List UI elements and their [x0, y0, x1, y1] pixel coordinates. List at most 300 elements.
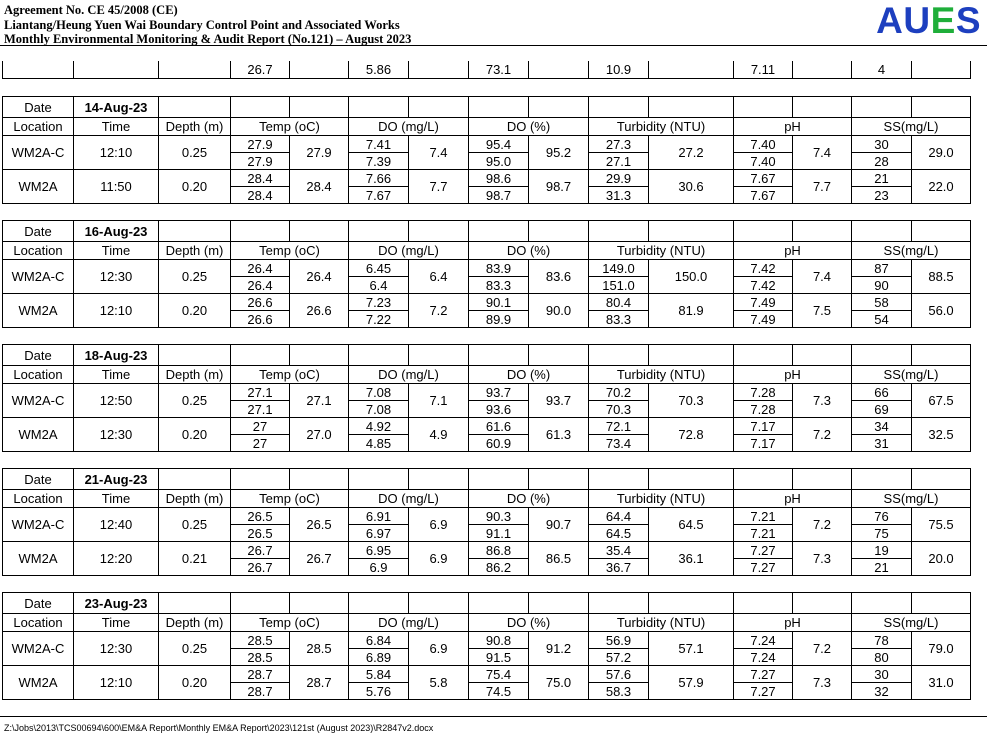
- ss-average: 29.0: [912, 136, 971, 170]
- turb-reading-2: 31.3: [589, 187, 649, 204]
- empty-cell: [231, 345, 290, 366]
- do-average: 6.9: [409, 542, 469, 576]
- ph-reading-1: 7.40: [734, 136, 793, 153]
- empty-cell: [159, 221, 231, 242]
- ss-reading-1: 66: [852, 384, 912, 401]
- empty-cell: [159, 469, 231, 490]
- time-header: Time: [74, 366, 159, 384]
- do-average: 7.2: [409, 294, 469, 328]
- ss-reading-2: 80: [852, 649, 912, 666]
- location-cell: WM2A: [3, 170, 74, 204]
- ph-average: 7.2: [793, 418, 852, 452]
- turb-reading-1: 56.9: [589, 632, 649, 649]
- temp-reading-1: 26.4: [231, 260, 290, 277]
- ph-reading-1: 7.49: [734, 294, 793, 311]
- empty-cell: [793, 469, 852, 490]
- empty-cell: [349, 97, 409, 118]
- ss-average: 75.5: [912, 508, 971, 542]
- empty-cell: [649, 593, 734, 614]
- ss-average: 56.0: [912, 294, 971, 328]
- ss-average: 88.5: [912, 260, 971, 294]
- turb-reading-1: 27.3: [589, 136, 649, 153]
- do-reading-2: 4.85: [349, 435, 409, 452]
- monitoring-table-18-Aug-23: [2, 344, 971, 452]
- ss-header: SS(mg/L): [852, 118, 971, 136]
- ph-reading-2: 7.40: [734, 153, 793, 170]
- empty-cell: [529, 221, 589, 242]
- time-header: Time: [74, 118, 159, 136]
- time-cell: 12:30: [74, 260, 159, 294]
- monitoring-table-14-Aug-23: [2, 96, 971, 204]
- dop-average: 90.7: [529, 508, 589, 542]
- empty-cell: [852, 221, 912, 242]
- ph-reading-2: 7.24: [734, 649, 793, 666]
- monitoring-table-23-Aug-23: [2, 592, 971, 700]
- dop-reading-2: 74.5: [469, 683, 529, 700]
- turb-reading-1: 149.0: [589, 260, 649, 277]
- temp-reading-2: 28.4: [231, 187, 290, 204]
- ss-reading-1: 78: [852, 632, 912, 649]
- empty-cell: [409, 97, 469, 118]
- depth-cell: 0.20: [159, 666, 231, 700]
- empty-cell: [793, 97, 852, 118]
- empty-cell: [469, 469, 529, 490]
- empty-cell: [734, 221, 793, 242]
- ph-reading-1: 7.27: [734, 542, 793, 559]
- empty-cell: [649, 97, 734, 118]
- aues-logo: [876, 2, 981, 40]
- continued-cell: 73.1: [469, 61, 529, 79]
- empty-cell: [290, 221, 349, 242]
- empty-cell: [409, 469, 469, 490]
- dop-average: 61.3: [529, 418, 589, 452]
- do-reading-1: 7.23: [349, 294, 409, 311]
- empty-cell: [231, 469, 290, 490]
- empty-cell: [349, 593, 409, 614]
- empty-cell: [589, 469, 649, 490]
- ss-average: 32.5: [912, 418, 971, 452]
- ph-header: pH: [734, 242, 852, 260]
- turb-reading-1: 72.1: [589, 418, 649, 435]
- dop-reading-2: 93.6: [469, 401, 529, 418]
- dop-average: 91.2: [529, 632, 589, 666]
- temp-average: 26.6: [290, 294, 349, 328]
- empty-cell: [290, 345, 349, 366]
- ss-reading-2: 28: [852, 153, 912, 170]
- ph-reading-1: 7.21: [734, 508, 793, 525]
- do-reading-2: 6.9: [349, 559, 409, 576]
- do-reading-2: 7.39: [349, 153, 409, 170]
- temp-header: Temp (oC): [231, 366, 349, 384]
- empty-cell: [409, 593, 469, 614]
- ss-reading-1: 19: [852, 542, 912, 559]
- empty-cell: [529, 593, 589, 614]
- empty-cell: [589, 221, 649, 242]
- ss-reading-2: 90: [852, 277, 912, 294]
- empty-cell: [589, 345, 649, 366]
- empty-cell: [912, 221, 971, 242]
- depth-cell: 0.20: [159, 294, 231, 328]
- do-average: 7.4: [409, 136, 469, 170]
- ss-reading-1: 30: [852, 136, 912, 153]
- empty-cell: [469, 593, 529, 614]
- continued-cell: [793, 61, 852, 79]
- dop-average: 90.0: [529, 294, 589, 328]
- temp-average: 28.7: [290, 666, 349, 700]
- turb-average: 36.1: [649, 542, 734, 576]
- turb-average: 27.2: [649, 136, 734, 170]
- time-cell: 12:20: [74, 542, 159, 576]
- do-reading-2: 5.76: [349, 683, 409, 700]
- time-cell: 12:40: [74, 508, 159, 542]
- dop-reading-1: 86.8: [469, 542, 529, 559]
- temp-reading-2: 28.5: [231, 649, 290, 666]
- empty-cell: [290, 469, 349, 490]
- time-cell: 12:10: [74, 666, 159, 700]
- empty-cell: [852, 469, 912, 490]
- ph-reading-2: 7.27: [734, 683, 793, 700]
- dop-reading-2: 91.5: [469, 649, 529, 666]
- ss-header: SS(mg/L): [852, 242, 971, 260]
- ph-reading-2: 7.17: [734, 435, 793, 452]
- dop-average: 86.5: [529, 542, 589, 576]
- empty-cell: [793, 345, 852, 366]
- depth-header: Depth (m): [159, 366, 231, 384]
- empty-cell: [231, 221, 290, 242]
- empty-cell: [734, 97, 793, 118]
- empty-cell: [231, 97, 290, 118]
- empty-cell: [793, 593, 852, 614]
- ss-header: SS(mg/L): [852, 614, 971, 632]
- time-cell: 12:10: [74, 136, 159, 170]
- ss-reading-1: 30: [852, 666, 912, 683]
- continued-cell: [3, 61, 74, 79]
- do-pct-header: DO (%): [469, 242, 589, 260]
- turb-average: 150.0: [649, 260, 734, 294]
- ss-average: 67.5: [912, 384, 971, 418]
- do-reading-2: 7.22: [349, 311, 409, 328]
- temp-reading-1: 28.4: [231, 170, 290, 187]
- dop-average: 75.0: [529, 666, 589, 700]
- empty-cell: [290, 97, 349, 118]
- do-reading-1: 4.92: [349, 418, 409, 435]
- dop-reading-2: 83.3: [469, 277, 529, 294]
- continued-cell: [159, 61, 231, 79]
- turb-reading-1: 57.6: [589, 666, 649, 683]
- empty-cell: [159, 97, 231, 118]
- dop-reading-2: 98.7: [469, 187, 529, 204]
- empty-cell: [912, 469, 971, 490]
- turb-average: 57.1: [649, 632, 734, 666]
- empty-cell: [469, 345, 529, 366]
- turb-reading-2: 73.4: [589, 435, 649, 452]
- time-cell: 12:50: [74, 384, 159, 418]
- temp-header: Temp (oC): [231, 242, 349, 260]
- turb-average: 57.9: [649, 666, 734, 700]
- ph-average: 7.2: [793, 632, 852, 666]
- ph-reading-2: 7.67: [734, 187, 793, 204]
- do-reading-2: 6.97: [349, 525, 409, 542]
- ss-reading-2: 21: [852, 559, 912, 576]
- ss-reading-1: 21: [852, 170, 912, 187]
- do-average: 6.4: [409, 260, 469, 294]
- depth-header: Depth (m): [159, 242, 231, 260]
- temp-average: 27.9: [290, 136, 349, 170]
- temp-reading-2: 27.9: [231, 153, 290, 170]
- turb-average: 64.5: [649, 508, 734, 542]
- temp-average: 28.4: [290, 170, 349, 204]
- date-value: 18-Aug-23: [74, 345, 159, 366]
- turbidity-header: Turbidity (NTU): [589, 366, 734, 384]
- monitoring-table-21-Aug-23: [2, 468, 971, 576]
- ph-average: 7.7: [793, 170, 852, 204]
- ph-average: 7.5: [793, 294, 852, 328]
- continued-cell: 26.7: [231, 61, 290, 79]
- do-mgl-header: DO (mg/L): [349, 614, 469, 632]
- empty-cell: [734, 593, 793, 614]
- do-average: 6.9: [409, 632, 469, 666]
- turbidity-header: Turbidity (NTU): [589, 118, 734, 136]
- ss-reading-2: 69: [852, 401, 912, 418]
- empty-cell: [852, 345, 912, 366]
- do-reading-1: 7.08: [349, 384, 409, 401]
- ss-header: SS(mg/L): [852, 366, 971, 384]
- ss-average: 22.0: [912, 170, 971, 204]
- ss-reading-2: 54: [852, 311, 912, 328]
- empty-cell: [231, 593, 290, 614]
- ph-header: pH: [734, 614, 852, 632]
- empty-cell: [469, 97, 529, 118]
- temp-average: 26.4: [290, 260, 349, 294]
- temp-header: Temp (oC): [231, 118, 349, 136]
- continued-cell: 7.11: [734, 61, 793, 79]
- report-header: [4, 3, 411, 47]
- temp-average: 26.7: [290, 542, 349, 576]
- ph-reading-2: 7.49: [734, 311, 793, 328]
- turb-reading-1: 29.9: [589, 170, 649, 187]
- ph-reading-2: 7.27: [734, 559, 793, 576]
- turb-average: 72.8: [649, 418, 734, 452]
- do-mgl-header: DO (mg/L): [349, 490, 469, 508]
- dop-reading-1: 75.4: [469, 666, 529, 683]
- ss-average: 31.0: [912, 666, 971, 700]
- dop-reading-1: 98.6: [469, 170, 529, 187]
- ss-reading-2: 23: [852, 187, 912, 204]
- ph-average: 7.2: [793, 508, 852, 542]
- temp-average: 26.5: [290, 508, 349, 542]
- empty-cell: [912, 97, 971, 118]
- location-header: Location: [3, 366, 74, 384]
- temp-reading-2: 27: [231, 435, 290, 452]
- turb-reading-2: 70.3: [589, 401, 649, 418]
- ss-header: SS(mg/L): [852, 490, 971, 508]
- location-header: Location: [3, 614, 74, 632]
- do-reading-1: 7.41: [349, 136, 409, 153]
- header-rule: [0, 45, 987, 46]
- turb-reading-2: 151.0: [589, 277, 649, 294]
- dop-reading-1: 95.4: [469, 136, 529, 153]
- depth-cell: 0.25: [159, 384, 231, 418]
- date-label: Date: [3, 345, 74, 366]
- date-label: Date: [3, 593, 74, 614]
- continued-cell: [290, 61, 349, 79]
- ph-header: pH: [734, 366, 852, 384]
- depth-header: Depth (m): [159, 490, 231, 508]
- dop-reading-2: 91.1: [469, 525, 529, 542]
- turbidity-header: Turbidity (NTU): [589, 242, 734, 260]
- empty-cell: [529, 469, 589, 490]
- temp-reading-2: 26.6: [231, 311, 290, 328]
- ph-average: 7.3: [793, 542, 852, 576]
- do-mgl-header: DO (mg/L): [349, 242, 469, 260]
- depth-cell: 0.25: [159, 632, 231, 666]
- empty-cell: [912, 593, 971, 614]
- ss-reading-1: 34: [852, 418, 912, 435]
- turb-reading-2: 83.3: [589, 311, 649, 328]
- depth-cell: 0.25: [159, 136, 231, 170]
- temp-reading-1: 28.7: [231, 666, 290, 683]
- time-cell: 12:30: [74, 418, 159, 452]
- ph-reading-1: 7.24: [734, 632, 793, 649]
- dop-reading-1: 61.6: [469, 418, 529, 435]
- location-cell: WM2A-C: [3, 136, 74, 170]
- empty-cell: [912, 345, 971, 366]
- depth-cell: 0.25: [159, 260, 231, 294]
- footer-rule: [0, 716, 987, 717]
- dop-reading-1: 90.8: [469, 632, 529, 649]
- do-mgl-header: DO (mg/L): [349, 366, 469, 384]
- continued-data-row: [2, 61, 971, 79]
- project-title: Liantang/Heung Yuen Wai Boundary Control Point and Associated Works: [4, 17, 400, 32]
- empty-cell: [852, 593, 912, 614]
- continued-cell: [912, 61, 971, 79]
- temp-reading-1: 27.1: [231, 384, 290, 401]
- temp-reading-2: 26.4: [231, 277, 290, 294]
- empty-cell: [159, 593, 231, 614]
- dop-reading-2: 60.9: [469, 435, 529, 452]
- turb-reading-2: 64.5: [589, 525, 649, 542]
- date-value: 14-Aug-23: [74, 97, 159, 118]
- temp-average: 27.1: [290, 384, 349, 418]
- depth-header: Depth (m): [159, 614, 231, 632]
- ph-reading-1: 7.17: [734, 418, 793, 435]
- empty-cell: [409, 345, 469, 366]
- depth-cell: 0.21: [159, 542, 231, 576]
- ss-average: 79.0: [912, 632, 971, 666]
- do-reading-1: 6.45: [349, 260, 409, 277]
- ph-reading-2: 7.21: [734, 525, 793, 542]
- temp-reading-2: 26.7: [231, 559, 290, 576]
- turb-reading-1: 80.4: [589, 294, 649, 311]
- do-mgl-header: DO (mg/L): [349, 118, 469, 136]
- do-reading-1: 6.84: [349, 632, 409, 649]
- location-header: Location: [3, 242, 74, 260]
- do-pct-header: DO (%): [469, 366, 589, 384]
- turb-average: 30.6: [649, 170, 734, 204]
- empty-cell: [349, 221, 409, 242]
- turb-reading-2: 27.1: [589, 153, 649, 170]
- ss-reading-1: 87: [852, 260, 912, 277]
- continued-cell: [529, 61, 589, 79]
- report-title: Monthly Environmental Monitoring & Audit Report (No.121) – August 2023: [4, 32, 412, 46]
- ss-average: 20.0: [912, 542, 971, 576]
- turb-average: 70.3: [649, 384, 734, 418]
- agreement-number: Agreement No. CE 45/2008 (CE): [4, 3, 178, 17]
- ph-average: 7.3: [793, 384, 852, 418]
- turb-reading-2: 36.7: [589, 559, 649, 576]
- do-reading-2: 6.89: [349, 649, 409, 666]
- do-pct-header: DO (%): [469, 118, 589, 136]
- location-header: Location: [3, 490, 74, 508]
- ph-reading-1: 7.28: [734, 384, 793, 401]
- temp-reading-2: 27.1: [231, 401, 290, 418]
- time-cell: 11:50: [74, 170, 159, 204]
- ph-reading-1: 7.67: [734, 170, 793, 187]
- do-reading-2: 7.08: [349, 401, 409, 418]
- file-path-footer: Z:\Jobs\2013\TCS00694\600\EM&A Report\Monthly EM&A Report\2023\121st (August 2023)\R2847v2.docx: [4, 723, 434, 733]
- turb-average: 81.9: [649, 294, 734, 328]
- do-average: 5.8: [409, 666, 469, 700]
- temp-reading-1: 26.5: [231, 508, 290, 525]
- dop-reading-1: 90.3: [469, 508, 529, 525]
- empty-cell: [290, 593, 349, 614]
- dop-average: 93.7: [529, 384, 589, 418]
- do-pct-header: DO (%): [469, 490, 589, 508]
- temp-reading-1: 26.6: [231, 294, 290, 311]
- location-cell: WM2A-C: [3, 508, 74, 542]
- turb-reading-1: 64.4: [589, 508, 649, 525]
- do-reading-1: 7.66: [349, 170, 409, 187]
- turb-reading-2: 57.2: [589, 649, 649, 666]
- empty-cell: [349, 469, 409, 490]
- dop-average: 83.6: [529, 260, 589, 294]
- dop-reading-2: 95.0: [469, 153, 529, 170]
- temp-header: Temp (oC): [231, 490, 349, 508]
- continued-cell: [649, 61, 734, 79]
- depth-cell: 0.25: [159, 508, 231, 542]
- empty-cell: [734, 469, 793, 490]
- empty-cell: [649, 221, 734, 242]
- temp-reading-1: 28.5: [231, 632, 290, 649]
- turb-reading-1: 35.4: [589, 542, 649, 559]
- ph-reading-2: 7.42: [734, 277, 793, 294]
- do-average: 7.1: [409, 384, 469, 418]
- ss-reading-2: 32: [852, 683, 912, 700]
- temp-reading-1: 27.9: [231, 136, 290, 153]
- turbidity-header: Turbidity (NTU): [589, 614, 734, 632]
- continued-cell: 10.9: [589, 61, 649, 79]
- temp-reading-2: 28.7: [231, 683, 290, 700]
- continued-cell: [74, 61, 159, 79]
- do-reading-1: 6.91: [349, 508, 409, 525]
- empty-cell: [852, 97, 912, 118]
- temp-average: 28.5: [290, 632, 349, 666]
- location-cell: WM2A-C: [3, 260, 74, 294]
- time-header: Time: [74, 614, 159, 632]
- ph-reading-2: 7.28: [734, 401, 793, 418]
- date-value: 21-Aug-23: [74, 469, 159, 490]
- ph-reading-1: 7.42: [734, 260, 793, 277]
- location-cell: WM2A: [3, 418, 74, 452]
- time-cell: 12:10: [74, 294, 159, 328]
- do-average: 7.7: [409, 170, 469, 204]
- dop-reading-1: 93.7: [469, 384, 529, 401]
- location-header: Location: [3, 118, 74, 136]
- time-cell: 12:30: [74, 632, 159, 666]
- continued-cell: 5.86: [349, 61, 409, 79]
- empty-cell: [734, 345, 793, 366]
- empty-cell: [469, 221, 529, 242]
